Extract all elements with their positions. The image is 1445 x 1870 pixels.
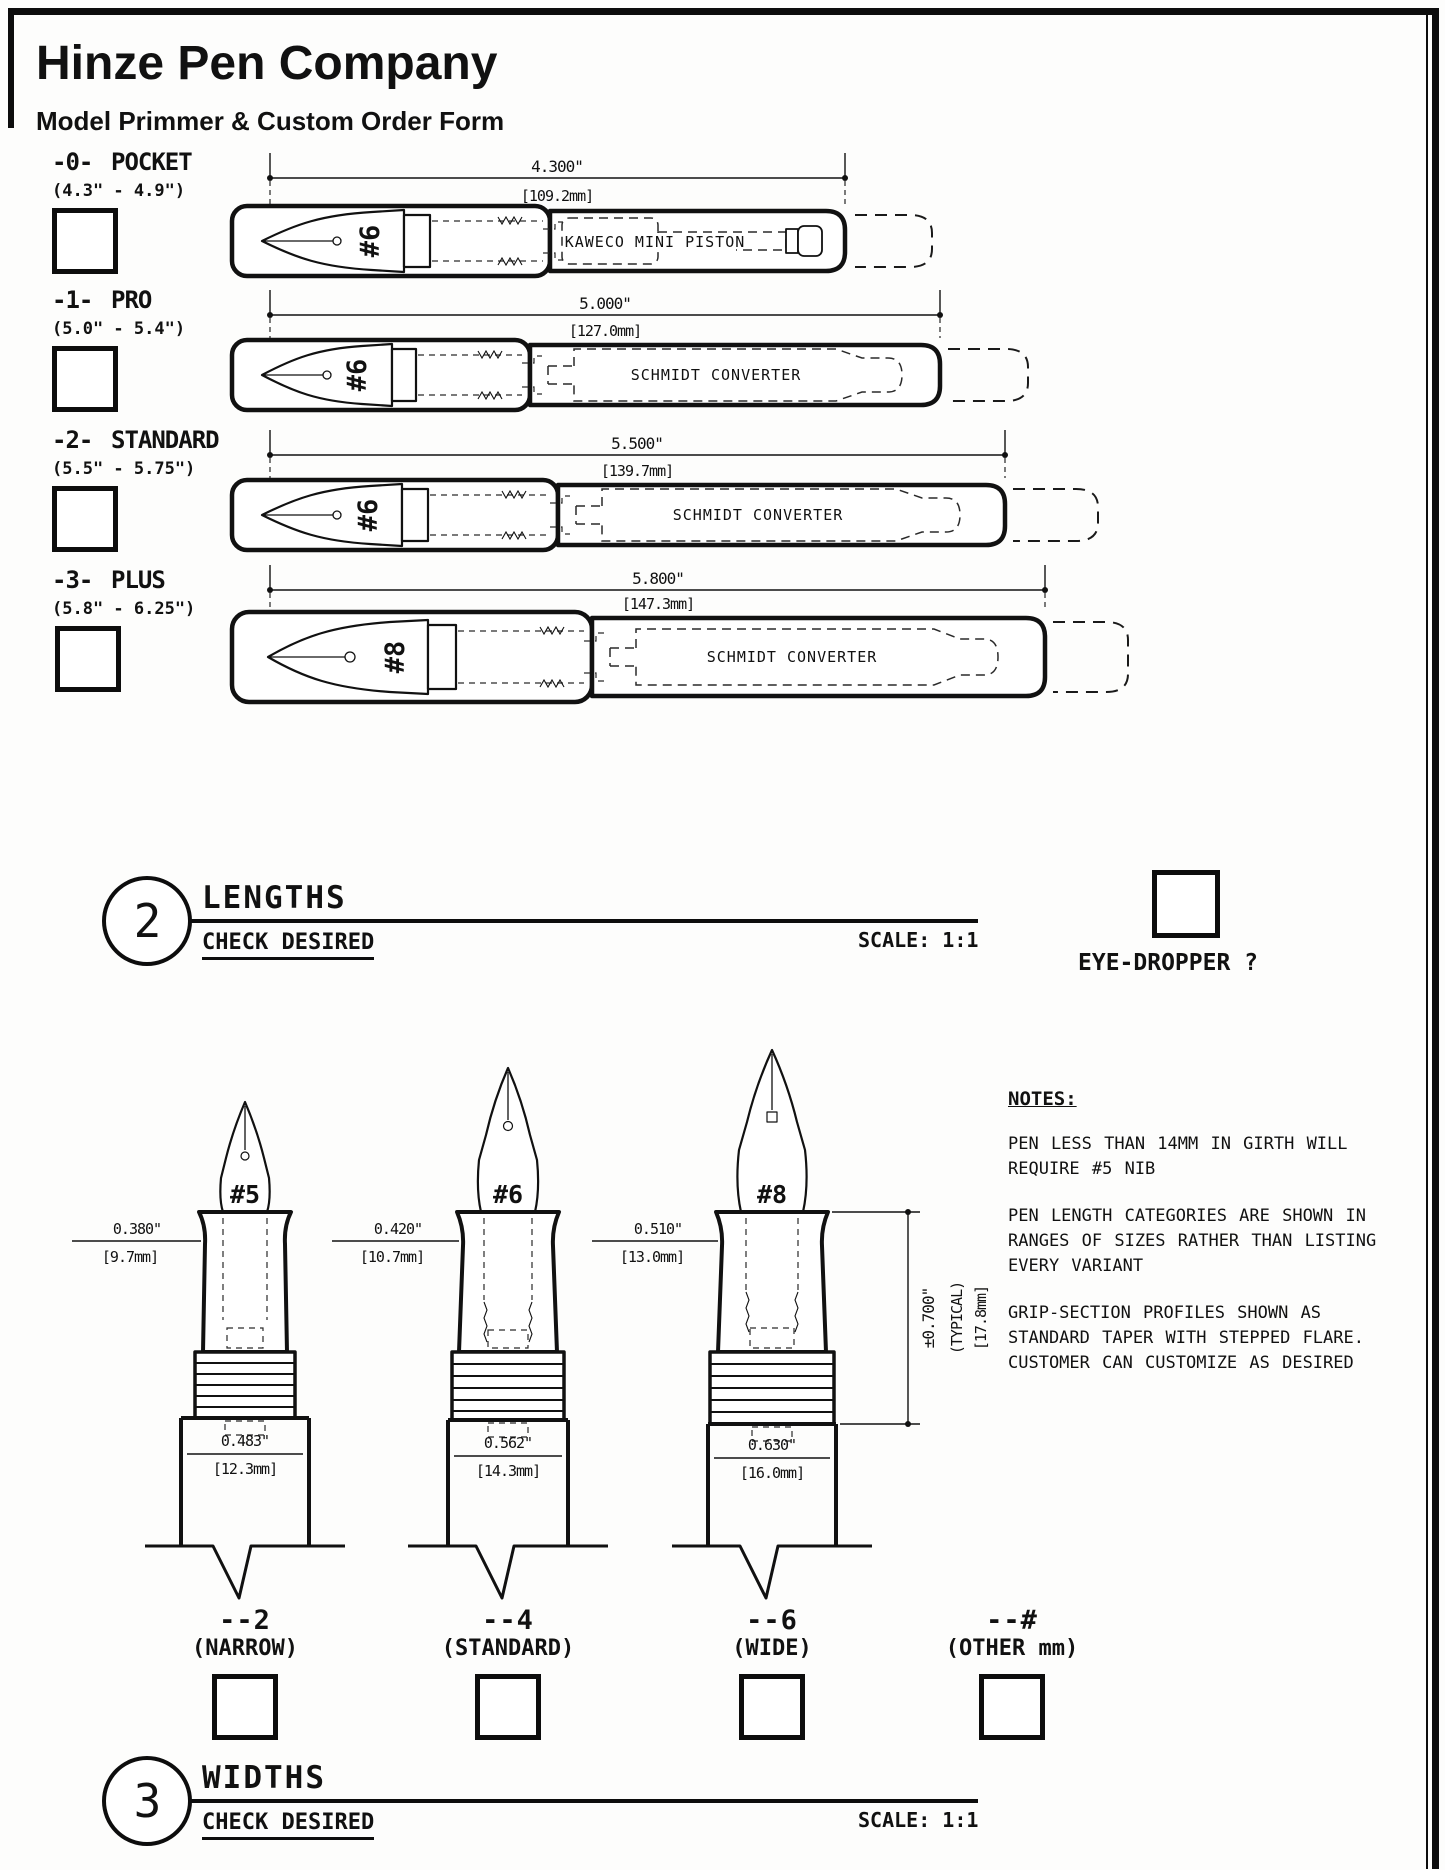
typical-dim-note: (TYPICAL) <box>948 1281 966 1355</box>
checkbox-narrow[interactable] <box>212 1674 278 1740</box>
nib-size-label: #8 <box>756 1180 788 1209</box>
check-desired-label: CHECK DESIRED <box>202 1810 374 1840</box>
dimension <box>267 565 1048 613</box>
checkbox-standard-width[interactable] <box>475 1674 541 1740</box>
length-dim-mm: [147.3mm] <box>621 595 695 613</box>
checkbox-plus[interactable] <box>55 626 121 692</box>
nib-collar <box>402 489 428 541</box>
option-range: (5.0" - 5.4") <box>52 319 186 339</box>
nib-assembly-8 <box>592 1050 990 1598</box>
note-item: PEN LENGTH CATEGORIES ARE SHOWN IN RANGES OF SIZES RATHER THAN LISTING EVERY VARIANT <box>1008 1206 1377 1276</box>
note-item: PEN LESS THAN 14MM IN GIRTH WILL REQUIRE #5 NIB <box>1008 1134 1348 1179</box>
nib-size-label: #6 <box>492 1180 524 1209</box>
length-option-pro <box>52 286 185 339</box>
filling-system-label: SCHMIDT CONVERTER <box>630 366 802 384</box>
company-name: Hinze Pen Company <box>36 37 498 90</box>
option-range: (4.3" - 4.9") <box>52 181 186 201</box>
length-dim-inches: 4.300" <box>531 157 583 176</box>
cap-extension-dashed <box>1013 489 1098 541</box>
nib-assembly-5 <box>72 1102 345 1598</box>
nib-size-label: #8 <box>380 640 411 674</box>
filling-system-label: KAWECO MINI PISTON <box>564 233 746 251</box>
cap-extension-dashed <box>855 215 932 267</box>
typical-dimension <box>832 1209 990 1427</box>
width-name: (NARROW) <box>192 1636 298 1661</box>
grip-outline <box>199 1212 291 1352</box>
break-symbol <box>145 1546 345 1598</box>
width-code: --6 <box>746 1605 798 1636</box>
width-name: (STANDARD) <box>441 1636 575 1661</box>
section-dia-mm: [16.0mm] <box>739 1464 805 1482</box>
nib-assembly-6 <box>332 1068 608 1598</box>
width-option-other <box>902 1605 1122 1661</box>
option-name: STANDARD <box>111 426 219 454</box>
length-dim-mm: [109.2mm] <box>520 187 594 205</box>
pen-drawing-pro <box>220 285 1140 417</box>
pen-drawing-plus <box>220 560 1140 710</box>
nib-size-label: #6 <box>353 498 384 532</box>
length-dim-mm: [127.0mm] <box>568 322 642 340</box>
scale-label: SCALE: 1:1 <box>858 928 979 952</box>
scale-label: SCALE: 1:1 <box>858 1808 979 1832</box>
checkbox-pro[interactable] <box>52 346 118 412</box>
nib-dia-mm: [13.0mm] <box>619 1248 685 1266</box>
checkbox-other[interactable] <box>979 1674 1045 1740</box>
length-dim-inches: 5.800" <box>632 569 684 588</box>
check-desired-label: CHECK DESIRED <box>202 930 374 960</box>
break-symbol <box>672 1546 872 1598</box>
option-range: (5.5" - 5.75") <box>52 459 196 479</box>
option-name: POCKET <box>111 148 192 176</box>
cap-extension-dashed <box>1053 622 1128 692</box>
note-item: GRIP-SECTION PROFILES SHOWN AS STANDARD TAPER WITH STEPPED FLARE. CUSTOMER CAN CUSTOMIZE AS DESIRED <box>1008 1303 1364 1373</box>
page-border-top <box>8 8 1437 15</box>
eyedropper-label: EYE-DROPPER ? <box>1078 950 1259 976</box>
width-code: --2 <box>219 1605 271 1636</box>
section-2-marker: 2 <box>102 876 192 966</box>
length-option-plus <box>52 566 195 619</box>
length-option-pocket <box>52 148 192 201</box>
filling-system-label: SCHMIDT CONVERTER <box>706 648 878 666</box>
width-name: (OTHER mm) <box>945 1636 1079 1661</box>
section-title-widths: WIDTHS <box>202 1760 326 1796</box>
page-border-right <box>1432 8 1439 1869</box>
nib-dia-inches: 0.420" <box>373 1220 423 1238</box>
notes-title: NOTES: <box>1008 1088 1077 1110</box>
notes-block <box>1008 1088 1398 1376</box>
nib-dia-inches: 0.380" <box>112 1220 162 1238</box>
nib-collar <box>404 215 430 267</box>
form-subtitle: Model Primmer & Custom Order Form <box>36 106 505 136</box>
length-dim-mm: [139.7mm] <box>600 462 674 480</box>
nib-size-label: #5 <box>229 1180 261 1209</box>
dimension <box>267 290 943 340</box>
length-option-standard <box>52 426 219 479</box>
pen-drawing-pocket <box>220 148 1140 282</box>
width-name: (WIDE) <box>732 1636 812 1661</box>
eyedropper-checkbox[interactable] <box>1152 870 1220 938</box>
typical-dim-mm: [17.8mm] <box>972 1285 990 1351</box>
grip-outline <box>457 1212 559 1352</box>
section-dia-inches: 0.562" <box>483 1434 533 1452</box>
option-code: -1- <box>52 286 93 314</box>
width-code: --# <box>986 1605 1038 1636</box>
width-option-wide <box>662 1605 882 1661</box>
section-dia-inches: 0.630" <box>747 1436 797 1454</box>
length-dim-inches: 5.500" <box>611 434 663 453</box>
width-option-narrow <box>135 1605 355 1661</box>
nib-collar <box>392 349 416 401</box>
nib-dia-mm: [9.7mm] <box>101 1248 159 1266</box>
option-code: -2- <box>52 426 93 454</box>
filling-system-label: SCHMIDT CONVERTER <box>672 506 844 524</box>
threads <box>452 1352 564 1420</box>
nib-width-drawings <box>60 1040 1010 1605</box>
width-code: --4 <box>482 1605 534 1636</box>
grip-outline <box>716 1212 828 1352</box>
nib-collar <box>428 625 456 689</box>
section-divider <box>188 919 978 923</box>
length-dim-inches: 5.000" <box>579 294 631 313</box>
width-option-standard <box>398 1605 618 1661</box>
section-dia-mm: [12.3mm] <box>212 1460 278 1478</box>
checkbox-wide[interactable] <box>739 1674 805 1740</box>
option-name: PLUS <box>111 566 165 594</box>
page-border-right-inner <box>1426 8 1428 1869</box>
page-border-left-stub <box>8 8 14 128</box>
option-code: -0- <box>52 148 93 176</box>
section-dia-mm: [14.3mm] <box>475 1462 541 1480</box>
section-3-marker: 3 <box>102 1756 192 1846</box>
checkbox-pocket[interactable] <box>52 208 118 274</box>
dimension <box>267 430 1008 480</box>
checkbox-standard[interactable] <box>52 486 118 552</box>
nib-size-label: #6 <box>355 224 386 258</box>
pen-drawing-standard <box>220 425 1140 557</box>
nib-dia-mm: [10.7mm] <box>359 1248 425 1266</box>
option-range: (5.8" - 6.25") <box>52 599 196 619</box>
typical-dim-value: ±0.700" <box>919 1287 938 1349</box>
option-name: PRO <box>111 286 152 314</box>
dimension <box>267 153 848 205</box>
option-code: -3- <box>52 566 93 594</box>
section-title-lengths: LENGTHS <box>202 880 347 916</box>
section-divider <box>188 1799 978 1803</box>
break-symbol <box>408 1546 608 1598</box>
nib-size-label: #6 <box>342 358 373 392</box>
cap-extension-dashed <box>948 349 1028 401</box>
nib-dia-inches: 0.510" <box>633 1220 683 1238</box>
section-dia-inches: 0.483" <box>220 1432 270 1450</box>
